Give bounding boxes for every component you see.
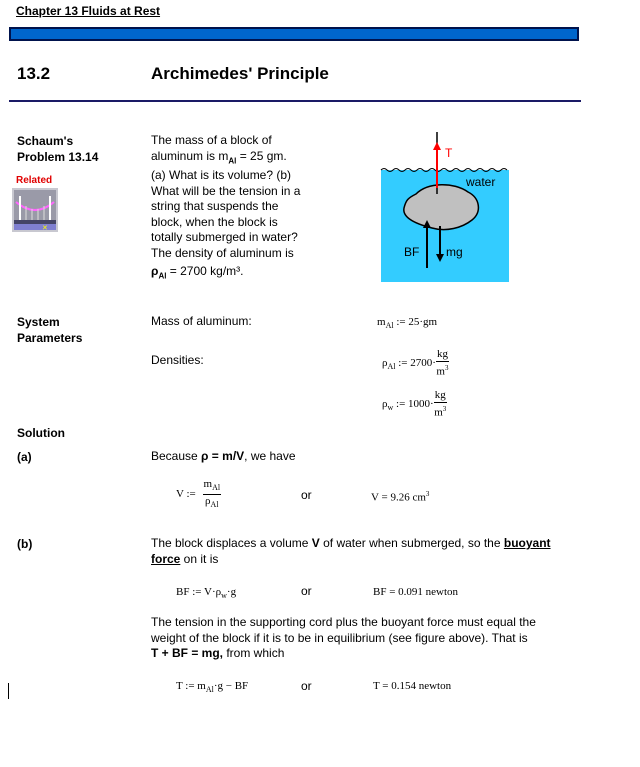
rho-w-equation: $\rho_w$ := 1000· $\frac{kg}{m^3}$ — [382, 389, 447, 419]
parameters-label-line2: Parameters — [17, 331, 83, 345]
parameters-label — [17, 314, 82, 346]
statement-line: totally submerged in water? — [151, 230, 298, 245]
part-a-text: Because ρ = m/V, we have — [151, 449, 296, 463]
volume-equation: V := $\frac{m_{Al}}{\rho_{Al}}$ — [176, 478, 221, 510]
section-number: 13.2 — [17, 64, 51, 83]
problem-label-line1: Schaum's — [17, 134, 74, 148]
header-rule — [9, 100, 581, 102]
statement-line: block, when the block is — [151, 214, 278, 229]
parameters-label-line1: System — [17, 315, 60, 329]
related-thumbnail-icon[interactable] — [12, 188, 58, 232]
tension-equation: T := $m_{Al}\cdot g$ − BF — [176, 680, 249, 695]
text-cursor — [8, 683, 9, 699]
buoyant-force-link-cont[interactable]: force — [151, 551, 181, 566]
svg-text:✕: ✕ — [42, 225, 48, 232]
statement-line: The mass of a block of — [151, 133, 272, 147]
statement-line: aluminum is $m_{Al} = 25$ gm. — [151, 148, 287, 165]
mass-text: Mass of aluminum: — [151, 314, 252, 328]
part-b-text: The block displaces a volume V of water when submerged, so the buoyant force on it is — [151, 536, 551, 566]
equilibrium-paragraph: The tension in the supporting cord plus the buoyant force must equal the weight of the block if it is to be in equilibrium (see figure above). That is T + BF = mg, from which — [151, 615, 536, 660]
header-band — [9, 27, 579, 41]
buoyant-force-link[interactable]: buoyant — [503, 536, 551, 550]
tension-result: T = 0.154 newton — [373, 680, 452, 692]
problem-statement — [151, 133, 341, 284]
or-a: or — [301, 488, 312, 502]
densities-text: Densities: — [151, 353, 204, 367]
statement-line: The density of aluminum is — [151, 245, 294, 260]
problem-label-line2: Problem 13.14 — [17, 150, 99, 164]
or-b2: or — [301, 679, 312, 693]
archimedes-figure — [376, 128, 510, 286]
chapter-heading: Chapter 13 Fluids at Rest — [16, 4, 161, 18]
section-title: Archimedes' Principle — [151, 64, 329, 83]
solution-label: Solution — [17, 426, 65, 440]
part-a-label: (a) — [17, 450, 32, 464]
bf-label: BF — [404, 245, 420, 259]
or-b1: or — [301, 584, 312, 598]
mass-equation: $m_{Al}$ := 25·gm — [377, 316, 438, 331]
part-b-label: (b) — [17, 537, 33, 551]
statement-line: What will be the tension in a — [151, 183, 301, 198]
statement-line: string that suspends the — [151, 199, 279, 214]
statement-line: $\rho_{Al} = 2700$ kg/m³. — [151, 264, 244, 281]
rho-al-equation: $\rho_{Al}$ := 2700· $\frac{kg}{m^3}$ — [382, 348, 449, 378]
volume-result: V = 9.26 $cm^3$ — [371, 490, 430, 504]
bf-equation: BF := $V\cdot\rho_w\cdot g$ — [176, 586, 237, 601]
related-link[interactable]: Related — [16, 175, 53, 186]
statement-line: (a) What is its volume? (b) — [151, 168, 292, 183]
tension-label: T — [445, 146, 453, 160]
bf-result: BF = 0.091 newton — [373, 586, 459, 598]
problem-label — [17, 133, 98, 165]
water-label: water — [466, 175, 496, 189]
mg-label: mg — [446, 245, 463, 259]
